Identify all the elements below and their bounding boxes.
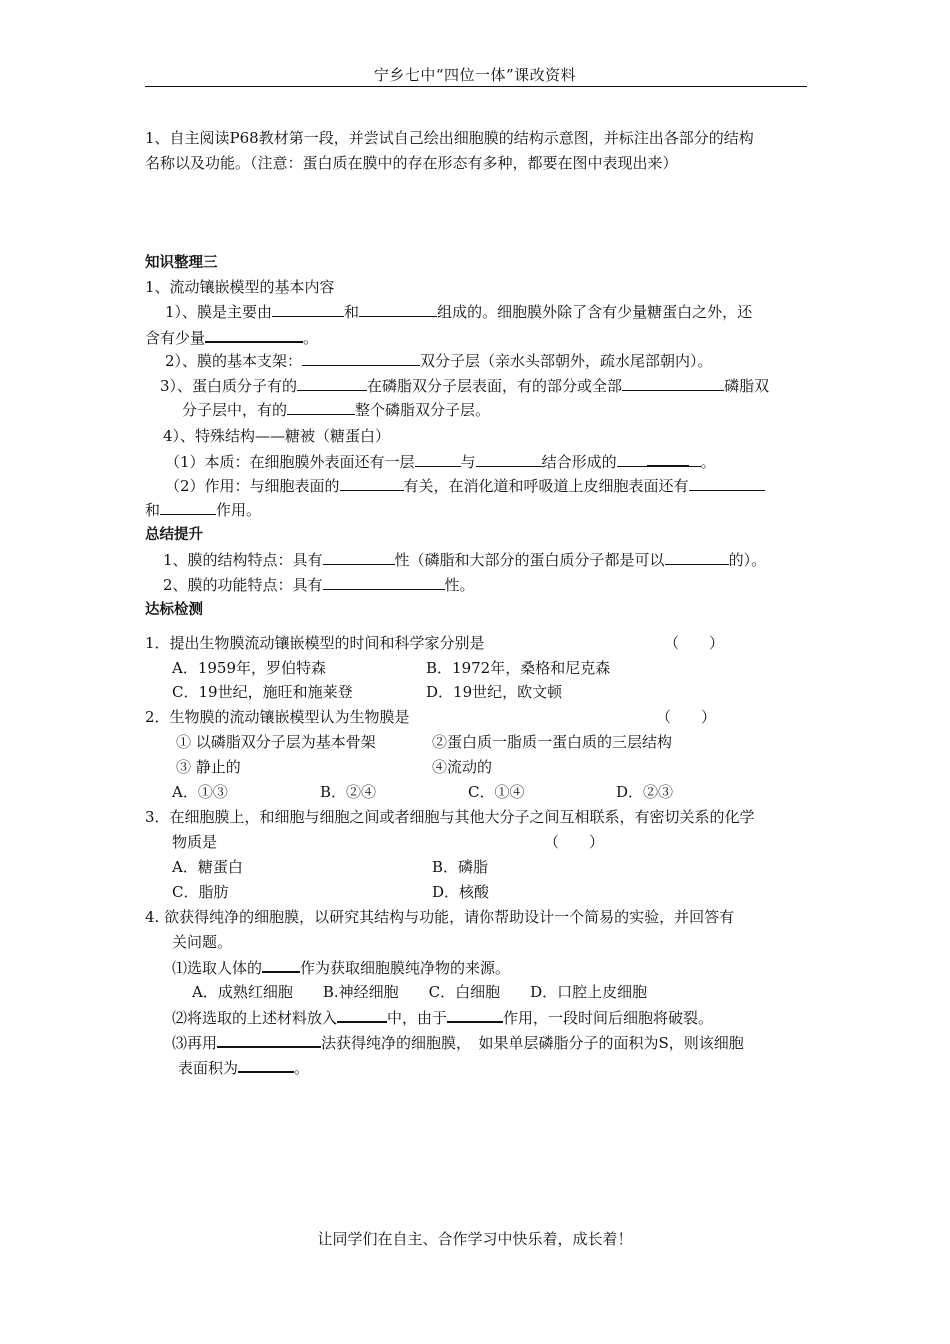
- membrane-composition-line-2: [145, 327, 318, 348]
- question-1-option-a[interactable]: A．1959年，罗伯特森: [172, 659, 327, 677]
- protein-position-line: [160, 376, 769, 396]
- blank-10[interactable]: [617, 452, 647, 467]
- blank-17[interactable]: [262, 957, 300, 973]
- model-item-title: 1、流动镶嵌模型的基本内容: [145, 278, 335, 296]
- section-heading-summary: 总结提升: [145, 527, 203, 543]
- text: ⑴选取人体的: [172, 959, 263, 977]
- text: 性（磷脂和大部分的蛋白质分子都是可以: [394, 551, 665, 569]
- text: 双分子层（亲水头部朝外，疏水尾部朝内）。: [420, 352, 713, 370]
- text: 整个磷脂双分子层。: [355, 401, 491, 419]
- blank-12[interactable]: [689, 476, 765, 491]
- question-4-part-1-options: A．成熟红细胞 B.神经细胞 C．白细胞 D．口腔上皮细胞: [192, 983, 648, 1001]
- section-heading-test: 达标检测: [145, 602, 203, 618]
- question-3-answer-paren: （ ）: [544, 833, 605, 851]
- question-3-option-d[interactable]: D．核酸: [432, 883, 490, 901]
- text: 3）、蛋白质分子有的: [160, 377, 298, 395]
- text: 有关，在消化道和呼吸道上皮细胞表面还有: [403, 477, 689, 495]
- question-2-option-b[interactable]: B．②④: [320, 783, 377, 801]
- structural-feature-line: [163, 550, 766, 570]
- question-3-option-c[interactable]: C．脂肪: [172, 883, 229, 901]
- page-header-title: 宁乡七中“四位一体”课改资料: [373, 66, 577, 84]
- blank-18[interactable]: [337, 1007, 387, 1023]
- basic-scaffold-line: [165, 351, 713, 371]
- text: 分子层中，有的: [182, 401, 288, 419]
- blank-19[interactable]: [447, 1007, 503, 1023]
- question-2-option-d[interactable]: D．②③: [616, 783, 674, 801]
- text: （1）本质：在细胞膜外表面还有一层: [165, 453, 415, 471]
- text: 作为获取细胞膜纯净物的来源。: [300, 959, 511, 977]
- blank-10b[interactable]: [647, 451, 689, 467]
- blank-1[interactable]: [272, 302, 344, 317]
- text: 2）、膜的基本支架：: [165, 352, 303, 370]
- text: 作用，一段时间后细胞将破裂。: [503, 1009, 714, 1027]
- question-2-statement-1: ① 以磷脂双分子层为基本骨架: [176, 733, 376, 751]
- question-1-option-c[interactable]: C．19世纪，施旺和施莱登: [172, 683, 353, 701]
- text: 和: [344, 303, 360, 321]
- blank-13[interactable]: [160, 500, 216, 515]
- question-4-line-2: 关问题。: [172, 933, 233, 951]
- question-1-option-b[interactable]: B．1972年，桑格和尼克森: [426, 659, 611, 677]
- text: 组成的。细胞膜外除了含有少量糖蛋白之外，还: [437, 303, 753, 321]
- text: 作用。: [216, 501, 262, 519]
- question-3-line-2: 物质是: [172, 833, 218, 851]
- text: 结合形成的: [541, 453, 617, 471]
- glycocalyx-title: 4）、特殊结构——糖被（糖蛋白）: [163, 427, 391, 445]
- page-footer: 让同学们在自主、合作学习中快乐着，成长着！: [317, 1230, 633, 1248]
- question-4-part-3: [172, 1032, 744, 1053]
- glycocalyx-function-line-2: [145, 500, 261, 520]
- blank-8[interactable]: [415, 452, 461, 467]
- text: 。: [294, 1059, 310, 1077]
- text: 。: [303, 329, 319, 347]
- question-2-statement-4: ④流动的: [432, 758, 493, 776]
- question-4-part-1: [172, 957, 510, 978]
- question-1-answer-paren: （ ）: [664, 634, 725, 652]
- question-3-option-b[interactable]: B．磷脂: [432, 858, 489, 876]
- text: 与: [460, 453, 476, 471]
- text: 磷脂双: [724, 377, 770, 395]
- text: 含有少量: [145, 329, 206, 347]
- intro-line-2: 名称以及功能。（注意：蛋白质在膜中的存在形态有多种，都要在图中表现出来）: [145, 154, 678, 172]
- blank-16[interactable]: [323, 575, 445, 590]
- header-divider: [145, 86, 807, 87]
- intro-line-1: 1、自主阅读P68教材第一段，并尝试自己绘出细胞膜的结构示意图，并标注出各部分的结构: [145, 129, 754, 147]
- question-3-option-a[interactable]: A．糖蛋白: [172, 858, 243, 876]
- text: 性。: [444, 576, 475, 594]
- glycocalyx-nature-line: [165, 451, 716, 472]
- blank-6[interactable]: [622, 376, 724, 391]
- text: 和: [145, 501, 161, 519]
- blank-11[interactable]: [340, 476, 404, 491]
- text: 的）。: [728, 551, 767, 569]
- question-2-option-c[interactable]: C．①④: [468, 783, 525, 801]
- blank-15[interactable]: [665, 550, 729, 565]
- question-4-line-1: 4. 欲获得纯净的细胞膜，以研究其结构与功能，请你帮助设计一个简易的实验，并回答有: [145, 908, 735, 926]
- question-3-line-1: 3．在细胞膜上，和细胞与细胞之间或者细胞与其他大分子之间互相联系，有密切关系的化学: [145, 808, 755, 826]
- blank-10c[interactable]: [689, 452, 701, 467]
- section-heading-knowledge-3: 知识整理三: [145, 255, 218, 271]
- text: 在磷脂双分子层表面，有的部分或全部: [367, 377, 623, 395]
- blank-4[interactable]: [302, 351, 420, 366]
- protein-position-line-2: [182, 400, 490, 420]
- text: 中，由于: [387, 1009, 448, 1027]
- text: 2、膜的功能特点：具有: [163, 576, 323, 594]
- blank-2[interactable]: [359, 302, 437, 317]
- blank-21[interactable]: [238, 1057, 294, 1073]
- text: 。: [700, 453, 716, 471]
- question-2: 2．生物膜的流动镶嵌模型认为生物膜是: [145, 708, 410, 726]
- blank-14[interactable]: [323, 550, 395, 565]
- membrane-composition-line: [165, 302, 752, 322]
- glycocalyx-function-line: [165, 476, 765, 496]
- question-2-answer-paren: （ ）: [656, 708, 717, 726]
- question-2-statement-3: ③ 静止的: [176, 758, 241, 776]
- blank-20[interactable]: [217, 1032, 321, 1048]
- blank-7[interactable]: [287, 400, 355, 415]
- blank-3[interactable]: [205, 327, 303, 343]
- blank-9[interactable]: [476, 452, 542, 467]
- text: ⑵将选取的上述材料放入: [172, 1009, 338, 1027]
- text: ⑶再用: [172, 1034, 218, 1052]
- question-4-part-2: [172, 1007, 713, 1028]
- functional-feature-line: [163, 575, 475, 595]
- blank-5[interactable]: [297, 376, 367, 391]
- question-1-option-d[interactable]: D．19世纪，欧文顿: [426, 683, 563, 701]
- text: （2）作用：与细胞表面的: [165, 477, 340, 495]
- text: 表面积为: [178, 1059, 239, 1077]
- text: 1）、膜是主要由: [165, 303, 273, 321]
- question-2-statement-2: ②蛋白质一脂质一蛋白质的三层结构: [432, 733, 673, 751]
- question-4-part-3-line-2: [178, 1057, 309, 1078]
- text: 1、膜的结构特点：具有: [163, 551, 323, 569]
- text: 法获得纯净的细胞膜， 如果单层磷脂分子的面积为S，则该细胞: [321, 1034, 744, 1052]
- question-1: 1．提出生物膜流动镶嵌模型的时间和科学家分别是: [145, 634, 485, 652]
- question-2-option-a[interactable]: A．①③: [172, 783, 228, 801]
